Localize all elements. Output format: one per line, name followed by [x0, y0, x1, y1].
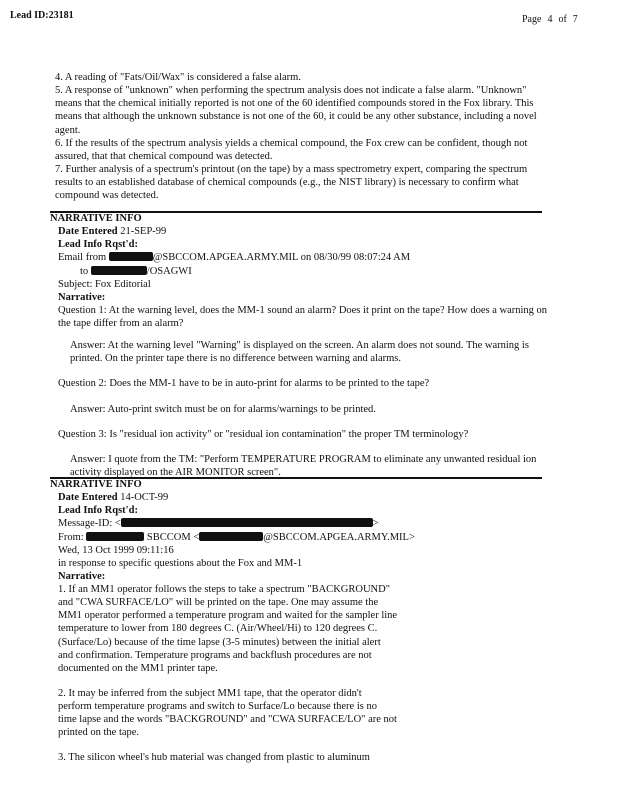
date-entered-row: [58, 225, 550, 238]
from-suffix: @SBCCOM.APGEA.ARMY.MIL>: [263, 531, 415, 543]
date-entered-label: Date Entered: [58, 226, 118, 238]
date-entered-value: 14-OCT-99: [120, 492, 169, 504]
message-id-line: [58, 517, 550, 530]
answer-1: Answer: At the warning level "Warning" is displayed on the screen. An alarm does not sound. The warning is printed. On the printer tape there is no difference between warning and alarms.: [70, 340, 529, 365]
date-entered-value: 21-SEP-99: [120, 226, 167, 238]
from-line: [58, 531, 550, 544]
email-from-prefix: Email from: [58, 252, 107, 264]
from-prefix: From:: [58, 531, 84, 543]
narrative-body: [58, 583, 398, 765]
narrative-title: NARRATIVE INFO: [50, 213, 142, 224]
answer-2: Answer: Auto-print switch must be on for alarms/warnings to be printed.: [70, 403, 376, 415]
redaction-bar: [199, 532, 263, 541]
page-number: [522, 14, 584, 27]
narrative-section-1: [50, 212, 550, 479]
numbered-item-4: 4. A reading of "Fats/Oil/Wax" is considered a false alarm.: [55, 72, 301, 83]
email-to-line: [58, 265, 550, 278]
message-id-prefix: Message-ID: <: [58, 518, 121, 530]
page-current: 4: [547, 14, 553, 25]
question-1: Question 1: At the warning level, does the MM-1 sound an alarm? Does it print on the tape? How does a warning on the tape differ from an alarm?: [58, 304, 548, 329]
narrative-title: NARRATIVE INFO: [50, 479, 142, 490]
numbered-item-5: 5. A response of "unknown" when performing the spectrum analysis does not indicate a false alarm. "Unknown" means that the chemical initially reported is not one of the 60 identified compounds stored in the Fox library. This means that although the unknown substance is not one of the 60, it could be any other substance, including a novel agent.: [55, 85, 537, 136]
answer-3: Answer: I quote from the TM: "Perform TEMPERATURE PROGRAM to eliminate any unwanted residual ion activity displayed on the AIR MONITOR screen".: [70, 453, 537, 478]
redaction-bar: [86, 532, 144, 541]
lead-info-requested: Lead Info Rqst'd:: [58, 505, 138, 517]
subject-line: Subject: Fox Editorial: [58, 278, 151, 290]
question-3: Question 3: Is "residual ion activity" or "residual ion contamination" the proper TM terminology?: [58, 428, 469, 440]
numbered-items: [55, 71, 555, 202]
lead-id: Lead ID:23181: [10, 10, 74, 21]
page-label: Page: [522, 14, 542, 25]
date-line: Wed, 13 Oct 1999 09:11:16: [58, 544, 174, 556]
narrative-item-2: 2. It may be inferred from the subject MM1 tape, that the operator didn't perform temperature programs and switch to Surface/Lo because there is no time lapse and the words "BACKGROUND" and "CWA SURFACE/LO" are not printed on the tape.: [58, 687, 397, 739]
question-answer-block: [58, 304, 550, 479]
date-entered-label: Date Entered: [58, 492, 118, 504]
redaction-bar: [91, 266, 147, 275]
narrative-section-2: [50, 478, 550, 765]
from-mid: SBCCOM <: [146, 531, 200, 543]
date-entered-row: [58, 491, 550, 504]
email-to-prefix: to: [80, 265, 89, 277]
redaction-bar: [109, 252, 153, 261]
page-of: of: [558, 14, 567, 25]
email-from-suffix: @SBCCOM.APGEA.ARMY.MIL on 08/30/99 08:07:24 AM: [152, 252, 411, 264]
narrative-label: Narrative:: [58, 570, 106, 582]
redaction-bar: [121, 518, 373, 527]
response-line: in response to specific questions about the Fox and MM-1: [58, 557, 303, 569]
email-to-suffix: /OSAGWI: [146, 265, 192, 277]
question-2: Question 2: Does the MM-1 have to be in auto-print for alarms to be printed to the tape?: [58, 378, 430, 390]
narrative-item-1: 1. If an MM1 operator follows the steps to take a spectrum "BACKGROUND" and "CWA SURFACE/LO" will be printed on the tape. One may assume the MM1 operator performed a temperature program and waited for the sampler line temperature to lower from 180 degrees C. (Air/Wheel/Hi) to 120 degrees C. (Surface/Lo) because of the time lapse (3-5 minutes) between the initial alert and confirmation. Temperature programs and backflush procedures are not documented on the MM1 printer tape.: [58, 584, 398, 674]
narrative-label: Narrative:: [58, 291, 106, 303]
message-id-end: >: [372, 518, 379, 530]
numbered-item-6: 6. If the results of the spectrum analysis yields a chemical compound, the Fox crew can be confident, though not assured, that that chemical compound was detected.: [55, 137, 528, 162]
page-total: 7: [572, 14, 578, 25]
narrative-item-3: 3. The silicon wheel's hub material was changed from plastic to aluminum: [58, 752, 370, 764]
numbered-item-7: 7. Further analysis of a spectrum's printout (on the tape) by a mass spectrometry expert, comparing the spectrum results to an established database of chemical compounds (e.g., the NIST library) is necessary to confirm what compound was detected.: [55, 163, 528, 202]
email-from-line: [58, 251, 550, 264]
lead-info-requested: Lead Info Rqst'd:: [58, 239, 138, 251]
